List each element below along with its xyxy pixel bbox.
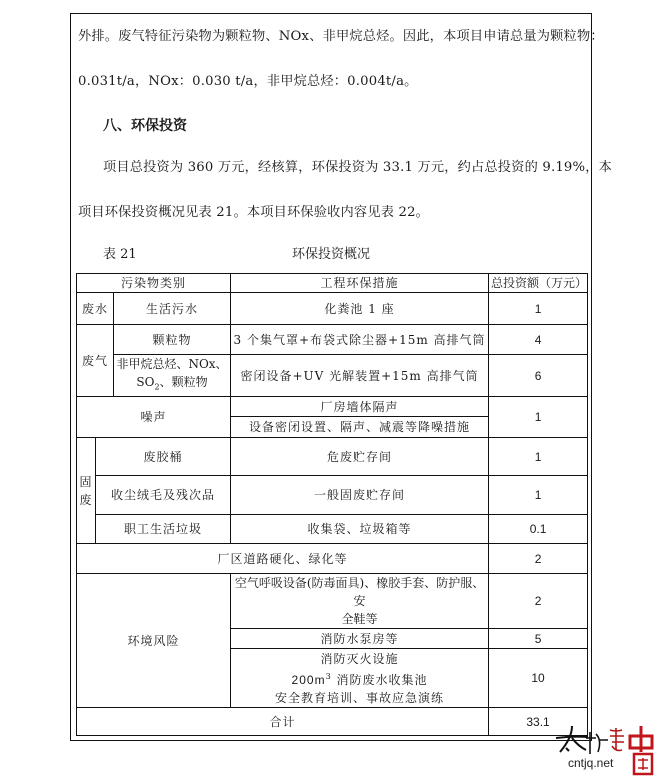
amount-cell: 1 <box>489 293 588 325</box>
table-row <box>77 574 588 629</box>
category-solid-waste <box>77 438 96 544</box>
item-cell: 生活污水 <box>114 293 231 325</box>
item-text: SO <box>136 375 155 389</box>
measure-cell: 密闭设备+UV 光解装置+15m 高排气筒 <box>231 355 489 397</box>
header-measure: 工程环保措施 <box>231 274 489 293</box>
amount-cell: 6 <box>489 355 588 397</box>
header-amount: 总投资额（万元） <box>489 274 588 293</box>
amount-cell: 4 <box>489 325 588 355</box>
investment-table <box>76 273 588 736</box>
category-char: 废 <box>79 492 93 507</box>
paragraph-line: 0.031t/a，NOx：0.030 t/a，非甲烷总烃：0.004t/a。 <box>78 74 418 89</box>
amount-cell: 1 <box>489 397 588 438</box>
table-row <box>77 438 588 476</box>
amount-cell: 1 <box>489 476 588 515</box>
item-cell: 废胶桶 <box>96 438 231 476</box>
item-cell: 职工生活垃圾 <box>96 515 231 544</box>
category-exhaust: 废气 <box>77 325 114 397</box>
measure-text: 200m <box>291 672 326 687</box>
measure-cell: 厂区道路硬化、绿化等 <box>77 544 489 574</box>
paragraph-line: 外排。废气特征污染物为颗粒物、NOx、非甲烷总烃。因此，本项目申请总量为颗粒物： <box>78 29 604 44</box>
measure-cell: 厂房墙体隔声 <box>231 397 489 417</box>
measure-line: 消防灭火设施 <box>320 651 399 666</box>
measure-cell <box>231 649 489 708</box>
table-row <box>77 515 588 544</box>
category-char: 固 <box>79 474 93 489</box>
measure-cell <box>231 574 489 629</box>
category-noise: 噪声 <box>77 397 231 438</box>
measure-cell: 3 个集气罩+布袋式除尘器+15m 高排气筒 <box>231 325 489 355</box>
table-row <box>77 544 588 574</box>
measure-cell: 消防水泵房等 <box>231 629 489 649</box>
measure-cell: 收集袋、垃圾箱等 <box>231 515 489 544</box>
measure-line <box>233 668 486 689</box>
measure-cell: 化粪池 1 座 <box>231 293 489 325</box>
total-amount: 33.1 <box>489 708 588 736</box>
amount-cell: 1 <box>489 438 588 476</box>
header-category: 污染物类别 <box>77 274 231 293</box>
total-label: 合计 <box>77 708 489 736</box>
measure-line: 空气呼吸设备(防毒面具)、橡胶手套、防护服、安 <box>234 576 485 609</box>
measure-cell: 危废贮存间 <box>231 438 489 476</box>
table-number: 表 21 <box>103 247 137 262</box>
table-row <box>77 355 588 397</box>
measure-line: 全鞋等 <box>341 612 378 627</box>
item-cell: 颗粒物 <box>114 325 231 355</box>
measure-text: 消防废水收集池 <box>331 672 428 687</box>
item-line: 非甲烷总烃、NOx、 <box>116 357 228 371</box>
category-risk: 环境风险 <box>77 574 231 708</box>
table-row <box>77 397 588 417</box>
item-cell: 收尘绒毛及残次品 <box>96 476 231 515</box>
measure-cell: 设备密闭设置、隔声、减震等降噪措施 <box>231 417 489 438</box>
paragraph-line: 项目环保投资概况见表 21。本项目环保验收内容见表 22。 <box>78 205 430 220</box>
item-cell <box>114 355 231 397</box>
amount-cell: 2 <box>489 544 588 574</box>
section-heading: 八、环保投资 <box>103 118 187 134</box>
table-row <box>77 476 588 515</box>
paragraph-line: 项目总投资为 360 万元，经核算，环保投资为 33.1 万元，约占总投资的 9.19%，本 <box>103 160 613 175</box>
superscript: 3 <box>325 671 332 681</box>
table-row <box>77 325 588 355</box>
subscript: 2 <box>154 382 160 392</box>
measure-line: 安全教育培训、事故应急演练 <box>275 690 445 705</box>
amount-cell: 2 <box>489 574 588 629</box>
item-line <box>116 373 228 396</box>
table-total-row <box>77 708 588 736</box>
watermark-site: cntjq.net <box>568 756 614 770</box>
table-row <box>77 293 588 325</box>
category-wastewater: 废水 <box>77 293 114 325</box>
item-text: 、颗粒物 <box>159 375 208 389</box>
amount-cell: 5 <box>489 629 588 649</box>
table-header-row <box>77 274 588 293</box>
amount-cell: 0.1 <box>489 515 588 544</box>
measure-cell: 一般固废贮存间 <box>231 476 489 515</box>
table-title: 环保投资概况 <box>292 247 371 262</box>
amount-cell: 10 <box>489 649 588 708</box>
